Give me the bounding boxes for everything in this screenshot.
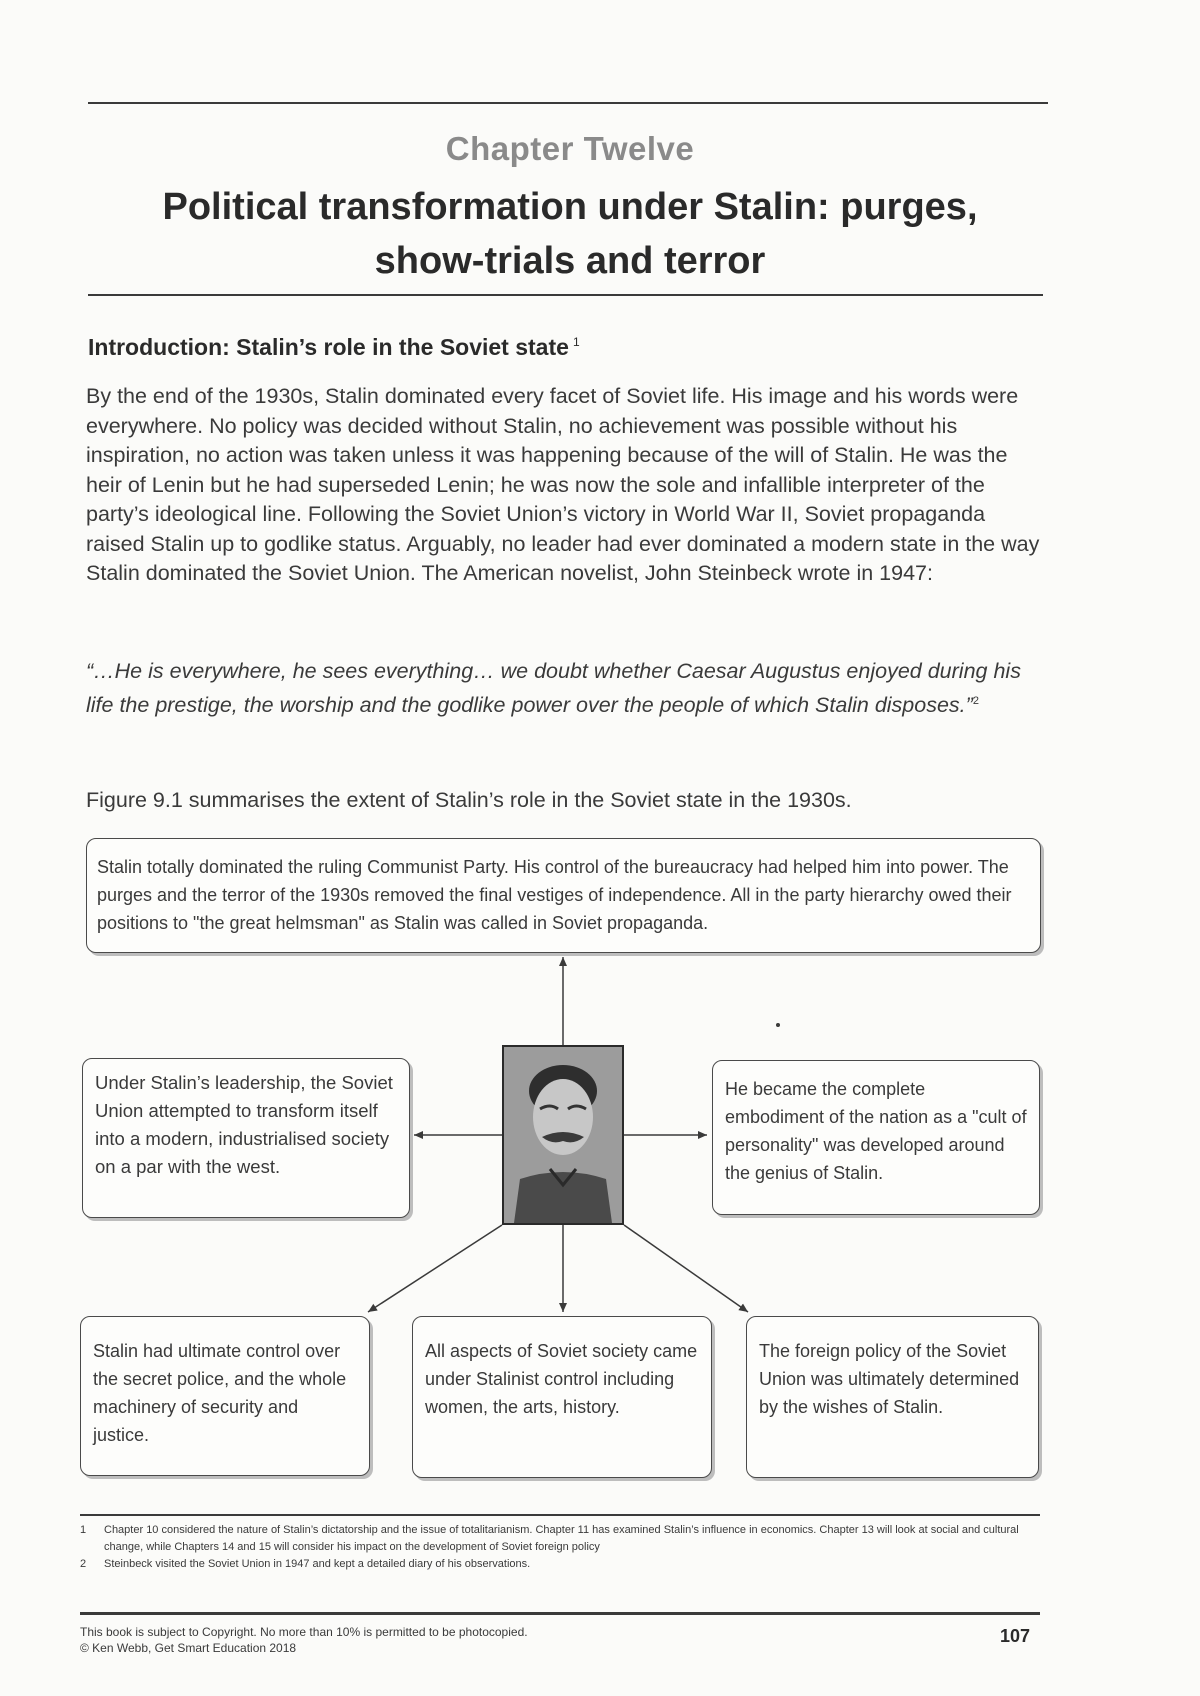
footnote-number: 2 bbox=[80, 1558, 87, 1570]
footer-rule bbox=[80, 1612, 1040, 1615]
diagram-box-secret-police: Stalin had ultimate control over the secret police, and the whole machinery of security and justice. bbox=[80, 1316, 370, 1476]
chapter-label: Chapter Twelve bbox=[445, 130, 695, 167]
footnote-number: 1 bbox=[80, 1524, 87, 1536]
section-heading-text: Introduction: Stalin’s role in the Soviet state bbox=[88, 334, 569, 360]
footnote-rule bbox=[80, 1514, 1040, 1516]
diagram-box-party-control: Stalin totally dominated the ruling Communist Party. His control of the bureaucracy had helped him into power. The purges and the terror of the 1930s removed the final vestiges of independence. All in the party hierarchy owed their positions to "the great helmsman" as Stalin was called in Soviet propaganda. bbox=[86, 838, 1041, 953]
copyright-notice: This book is subject to Copyright. No more than 10% is permitted to be photocopied. bbox=[80, 1625, 528, 1639]
footnote-text: Steinbeck visited the Soviet Union in 1947 and kept a detailed diary of his observations. bbox=[104, 1558, 531, 1570]
footnote-ref-1[interactable]: 1 bbox=[572, 335, 580, 350]
author-credit: © Ken Webb, Get Smart Education 2018 bbox=[80, 1641, 297, 1655]
diagram-box-society-control: All aspects of Soviet society came under Stalinist control including women, the arts, history. bbox=[412, 1316, 712, 1478]
footnote-1 bbox=[80, 1522, 1040, 1556]
diagram-box-modernisation: Under Stalin’s leadership, the Soviet Union attempted to transform itself into a modern, industrialised society on a par with the west. bbox=[82, 1058, 410, 1218]
diagram-box-foreign-policy: The foreign policy of the Soviet Union was ultimately determined by the wishes of Stalin. bbox=[746, 1316, 1039, 1478]
stalin-portrait bbox=[502, 1045, 624, 1225]
page-number: 107 bbox=[1000, 1626, 1031, 1646]
stray-dot bbox=[776, 1023, 780, 1027]
footnotes bbox=[80, 1522, 1040, 1573]
diagram-box-cult-of-personality: He became the complete embodiment of the nation as a "cult of personality" was developed around the genius of Stalin. bbox=[712, 1060, 1040, 1215]
footnote-ref-2[interactable]: 2 bbox=[972, 694, 979, 707]
arrow-to-bottom-left bbox=[368, 1225, 502, 1312]
figure-caption: Figure 9.1 summarises the extent of Stalin’s role in the Soviet state in the 1930s. bbox=[86, 788, 852, 812]
intro-paragraph: By the end of the 1930s, Stalin dominated every facet of Soviet life. His image and his words were everywhere. No policy was decided without Stalin, no achievement was possible without his inspiration, no action was taken unless it was happening because of the will of Stalin. He was the heir of Lenin but he had superseded Lenin; he was now the sole and infallible interpreter of the party’s ideological line. Following the Soviet Union’s victory in World War II, Soviet propaganda raised Stalin up to godlike status. Arguably, no leader had ever dominated a modern state in the way Stalin dominated the Soviet Union. The American novelist, John Steinbeck wrote in 1947: bbox=[86, 384, 1040, 585]
stalin-portrait-image bbox=[504, 1047, 622, 1223]
chapter-title: Political transformation under Stalin: purges, show-trials and terror bbox=[162, 186, 978, 282]
footer-copyright bbox=[80, 1624, 528, 1656]
arrow-to-bottom-right bbox=[624, 1225, 748, 1312]
footnote-text: Chapter 10 considered the nature of Stalin’s dictatorship and the issue of totalitarianism. Chapter 11 has examined Stalin’s influence in economics. Chapter 13 will look at social and cultural change, while Chapters 14 and 15 will consider his impact on the development of Soviet foreign policy bbox=[104, 1524, 1019, 1553]
footnote-2 bbox=[80, 1556, 1040, 1573]
quote-text: “…He is everywhere, he sees everything… we doubt whether Caesar Augustus enjoyed during his life the prestige, the worship and the godlike power over the people of which Stalin disposes.” bbox=[86, 659, 1021, 717]
